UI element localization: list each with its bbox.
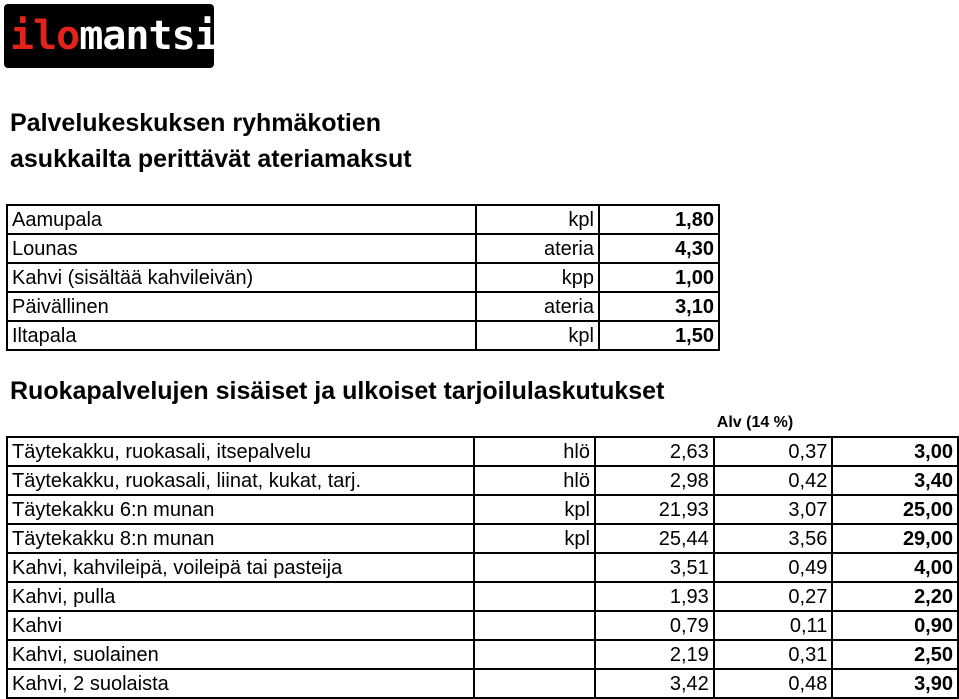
net-price-cell: 3,42 bbox=[595, 669, 714, 698]
total-price-cell: 2,20 bbox=[832, 582, 958, 611]
table-row bbox=[7, 234, 719, 263]
vat-cell: 3,07 bbox=[714, 495, 833, 524]
unit-cell: ateria bbox=[476, 234, 599, 263]
unit-cell bbox=[474, 611, 595, 640]
vat-cell: 0,48 bbox=[714, 669, 833, 698]
unit-cell bbox=[474, 669, 595, 698]
unit-cell: kpp bbox=[476, 263, 599, 292]
ilomantsi-logo bbox=[4, 4, 218, 68]
meal-name-cell: Päivällinen bbox=[7, 292, 476, 321]
vat-cell: 3,56 bbox=[714, 524, 833, 553]
vat-cell: 0,11 bbox=[714, 611, 833, 640]
price-cell: 3,10 bbox=[599, 292, 719, 321]
unit-cell: kpl bbox=[476, 321, 599, 350]
item-name-cell: Kahvi, suolainen bbox=[7, 640, 474, 669]
table-row bbox=[7, 437, 958, 466]
total-price-cell: 3,90 bbox=[832, 669, 958, 698]
unit-cell: hlö bbox=[474, 466, 595, 495]
item-name-cell: Kahvi, pulla bbox=[7, 582, 474, 611]
unit-cell: kpl bbox=[476, 205, 599, 234]
net-price-cell: 21,93 bbox=[595, 495, 714, 524]
catering-fees-table bbox=[6, 436, 959, 699]
table-row bbox=[7, 524, 958, 553]
meal-name-cell: Lounas bbox=[7, 234, 476, 263]
vat-cell: 0,31 bbox=[714, 640, 833, 669]
logo-text-mantsi: mantsi bbox=[79, 13, 218, 59]
item-name-cell: Kahvi, 2 suolaista bbox=[7, 669, 474, 698]
meal-fees-table bbox=[6, 204, 720, 351]
page-title bbox=[10, 105, 412, 177]
price-cell: 1,80 bbox=[599, 205, 719, 234]
total-price-cell: 3,00 bbox=[832, 437, 958, 466]
catering-fees-table-body bbox=[7, 437, 958, 698]
vat-cell: 0,27 bbox=[714, 582, 833, 611]
table-row bbox=[7, 321, 719, 350]
unit-cell: kpl bbox=[474, 495, 595, 524]
logo-text bbox=[10, 13, 218, 59]
table-row bbox=[7, 611, 958, 640]
item-name-cell: Täytekakku, ruokasali, itsepalvelu bbox=[7, 437, 474, 466]
table-row bbox=[7, 669, 958, 698]
meal-name-cell: Iltapala bbox=[7, 321, 476, 350]
table-row bbox=[7, 495, 958, 524]
item-name-cell: Täytekakku, ruokasali, liinat, kukat, tarj. bbox=[7, 466, 474, 495]
total-price-cell: 29,00 bbox=[832, 524, 958, 553]
table-row bbox=[7, 582, 958, 611]
total-price-cell: 0,90 bbox=[832, 611, 958, 640]
net-price-cell: 2,19 bbox=[595, 640, 714, 669]
unit-cell bbox=[474, 640, 595, 669]
price-cell: 4,30 bbox=[599, 234, 719, 263]
net-price-cell: 25,44 bbox=[595, 524, 714, 553]
meal-name-cell: Aamupala bbox=[7, 205, 476, 234]
table-row bbox=[7, 263, 719, 292]
table-row bbox=[7, 466, 958, 495]
vat-cell: 0,37 bbox=[714, 437, 833, 466]
net-price-cell: 2,98 bbox=[595, 466, 714, 495]
table-row bbox=[7, 640, 958, 669]
table-row bbox=[7, 292, 719, 321]
unit-cell: ateria bbox=[476, 292, 599, 321]
total-price-cell: 25,00 bbox=[832, 495, 958, 524]
unit-cell bbox=[474, 582, 595, 611]
vat-column-header: Alv (14 %) bbox=[716, 414, 794, 431]
price-cell: 1,50 bbox=[599, 321, 719, 350]
vat-cell: 0,49 bbox=[714, 553, 833, 582]
meal-name-cell: Kahvi (sisältää kahvileivän) bbox=[7, 263, 476, 292]
total-price-cell: 3,40 bbox=[832, 466, 958, 495]
net-price-cell: 0,79 bbox=[595, 611, 714, 640]
table-row bbox=[7, 553, 958, 582]
unit-cell bbox=[474, 553, 595, 582]
catering-section-title: Ruokapalvelujen sisäiset ja ulkoiset tarjoilulaskutukset bbox=[10, 377, 665, 405]
logo-text-ilo: ilo bbox=[10, 13, 80, 59]
meal-fees-table-body bbox=[7, 205, 719, 350]
net-price-cell: 1,93 bbox=[595, 582, 714, 611]
page-title-line1: Palvelukeskuksen ryhmäkotien bbox=[10, 109, 382, 137]
unit-cell: hlö bbox=[474, 437, 595, 466]
page-title-line2: asukkailta perittävät ateriamaksut bbox=[10, 145, 412, 173]
item-name-cell: Täytekakku 6:n munan bbox=[7, 495, 474, 524]
vat-cell: 0,42 bbox=[714, 466, 833, 495]
item-name-cell: Kahvi, kahvileipä, voileipä tai pasteija bbox=[7, 553, 474, 582]
table-row bbox=[7, 205, 719, 234]
item-name-cell: Täytekakku 8:n munan bbox=[7, 524, 474, 553]
price-cell: 1,00 bbox=[599, 263, 719, 292]
total-price-cell: 2,50 bbox=[832, 640, 958, 669]
unit-cell: kpl bbox=[474, 524, 595, 553]
total-price-cell: 4,00 bbox=[832, 553, 958, 582]
net-price-cell: 3,51 bbox=[595, 553, 714, 582]
item-name-cell: Kahvi bbox=[7, 611, 474, 640]
net-price-cell: 2,63 bbox=[595, 437, 714, 466]
